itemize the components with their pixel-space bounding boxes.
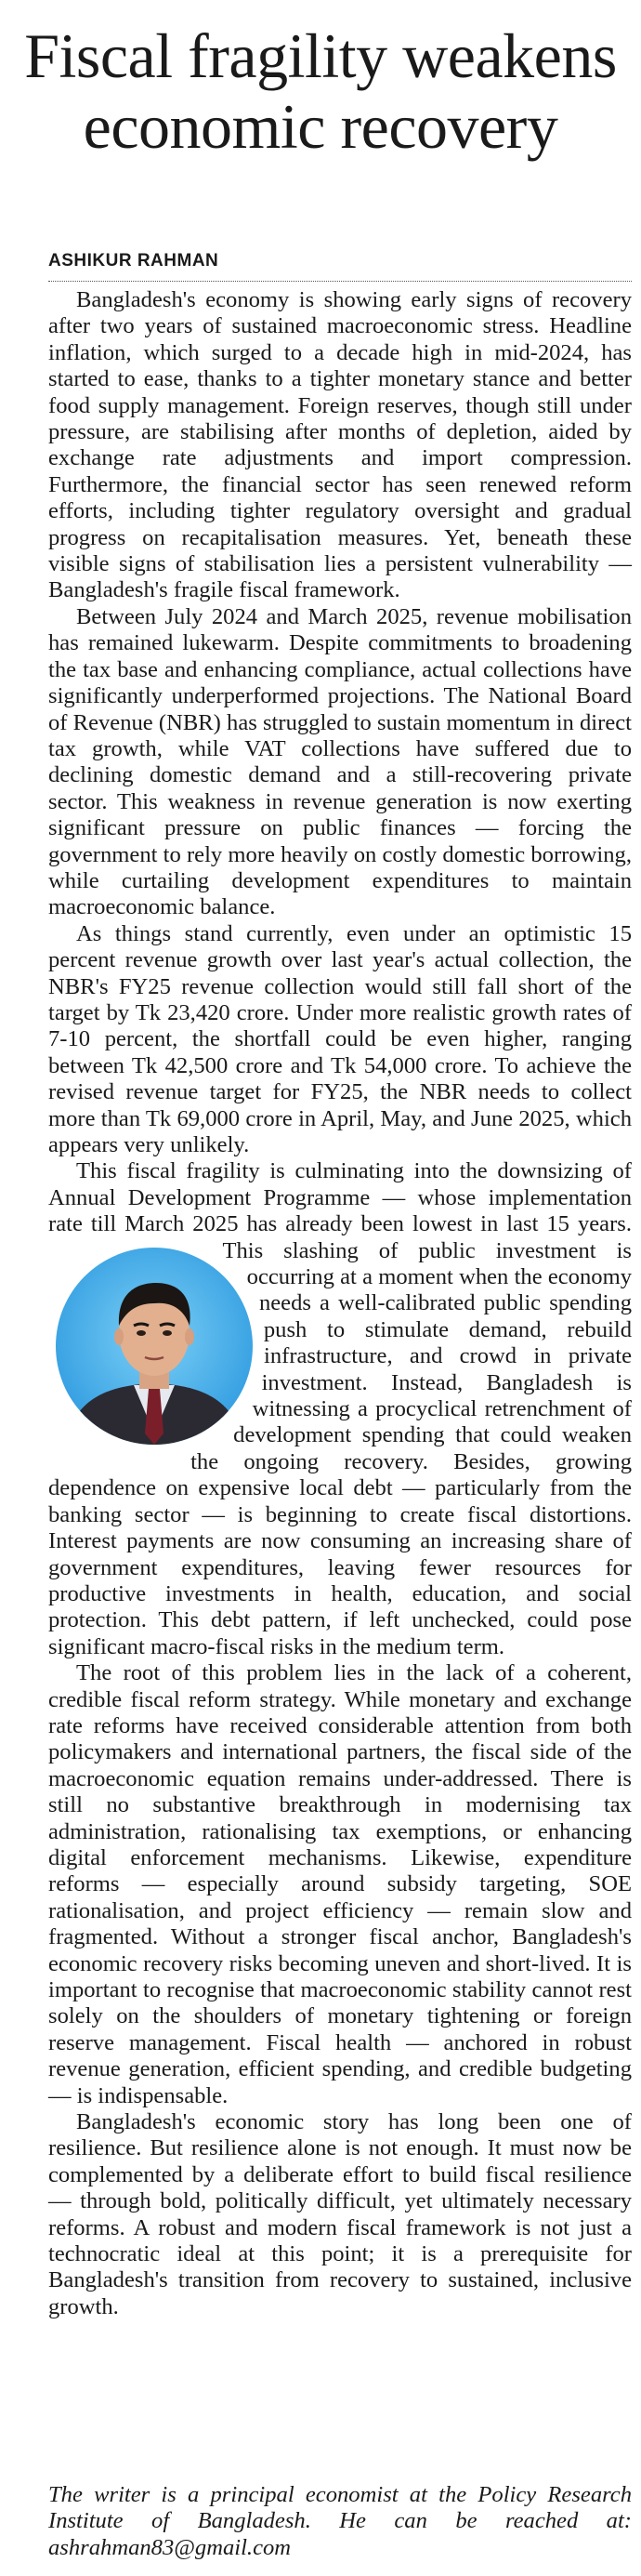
paragraph: The root of this problem lies in the lack of a coherent, credible fiscal reform strategy. While monetary and exchange rate reforms have received considerable attention from both policymakers and international partners, the fiscal side of the macroeconomic equation remains under-addressed. There is still no substantive breakthrough in modernising tax administration, rationalising tax exemptions, or enhancing digital enforcement mechanisms. Likewise, expenditure reforms — especially around subsidy targeting, SOE rationalisation, and project efficiency — remain slow and fragmented. Without a stronger fiscal anchor, Bangladesh's economic recovery risks becoming uneven and short-lived. It is important to recognise that macroeconomic stability cannot rest solely on the shoulders of monetary tightening or foreign reserve management. Fiscal health — anchored in robust revenue generation, efficient spending, and credible budgeting — is indispensable. xyxy=(48,1660,632,2108)
byline-divider xyxy=(48,281,632,282)
paragraph: Bangladesh's economy is showing early signs of recovery after two years of sustained macroeconomic stress. Headline inflation, which surged to a decade high in mid-2024, has started to ease, thanks to a tighter monetary stance and better food supply management. Foreign reserves, though still under pressure, are stabilising after months of depletion, aided by exchange rate adjustments and import compression. Furthermore, the financial sector has seen renewed reform efforts, including tighter regulatory oversight and gradual progress on recapitalisation measures. Yet, beneath these visible signs of stabilisation lies a persistent vulnerability — Bangladesh's fragile fiscal framework. xyxy=(48,287,632,603)
headline: Fiscal fragility weakens economic recovery xyxy=(24,20,617,162)
author-portrait xyxy=(56,1248,253,1445)
paragraph: This fiscal fragility is culminating into the downsizing of Annual Development Programme — whose implementation rate till March 2025 has already been lowest in last 15 years. This slashing of public investment is occurring at a moment when the economy needs a well-calibrated public spending push to stimulate demand, rebuild infrastructure, and crowd in private investment. Instead, Bangladesh is witnessing a procyclical retrenchment of development spending that could weaken the ongoing recovery. Besides, growing dependence on expensive local debt — particularly from the banking sector — is beginning to create fiscal distortions. Interest payments are now consuming an increasing share of government expenditures, leaving fewer resources for productive investments in health, education, and social protection. This debt pattern, if left unchecked, could pose significant macro-fiscal risks in the medium term. xyxy=(48,1158,632,1659)
author-portrait-wrap xyxy=(48,1158,266,1538)
paragraph: As things stand currently, even under an optimistic 15 percent revenue growth over last year's actual collection, the NBR's FY25 revenue collection would still fall short of the target by Tk 23,420 crore. Under more realistic growth rates of 7-10 percent, the shortfall could be even higher, ranging between Tk 42,500 crore and Tk 54,000 crore. To achieve the revised revenue target for FY25, the NBR needs to collect more than Tk 69,000 crore in April, May, and June 2025, which appears very unlikely. xyxy=(48,920,632,1157)
author-byline: ASHIKUR RAHMAN xyxy=(48,251,219,271)
paragraph: Bangladesh's economic story has long been one of resilience. But resilience alone is not enough. It must now be complemented by a deliberate effort to build fiscal resilience — through bold, politically difficult, yet ultimately necessary reforms. A robust and modern fiscal framework is not just a technocratic ideal at this point; it is a prerequisite for Bangladesh's transition from recovery to sustained, inclusive growth. xyxy=(48,2109,632,2319)
author-note: The writer is a principal economist at the Policy Research Institute of Bangladesh. He can be reached at: ashrahman83@gmail.com xyxy=(48,2482,632,2560)
paragraph: Between July 2024 and March 2025, revenue mobilisation has remained lukewarm. Despite commitments to broadening the tax base and enhancing compliance, actual collections have significantly underperformed projections. The National Board of Revenue (NBR) has struggled to sustain momentum in direct tax growth, while VAT collections have suffered due to declining domestic demand and a still-recovering private sector. This weakness in revenue generation is now exerting significant pressure on public finances — forcing the government to rely more heavily on costly domestic borrowing, while curtailing development expenditures to maintain macroeconomic balance. xyxy=(48,603,632,920)
article-body xyxy=(48,287,632,2320)
